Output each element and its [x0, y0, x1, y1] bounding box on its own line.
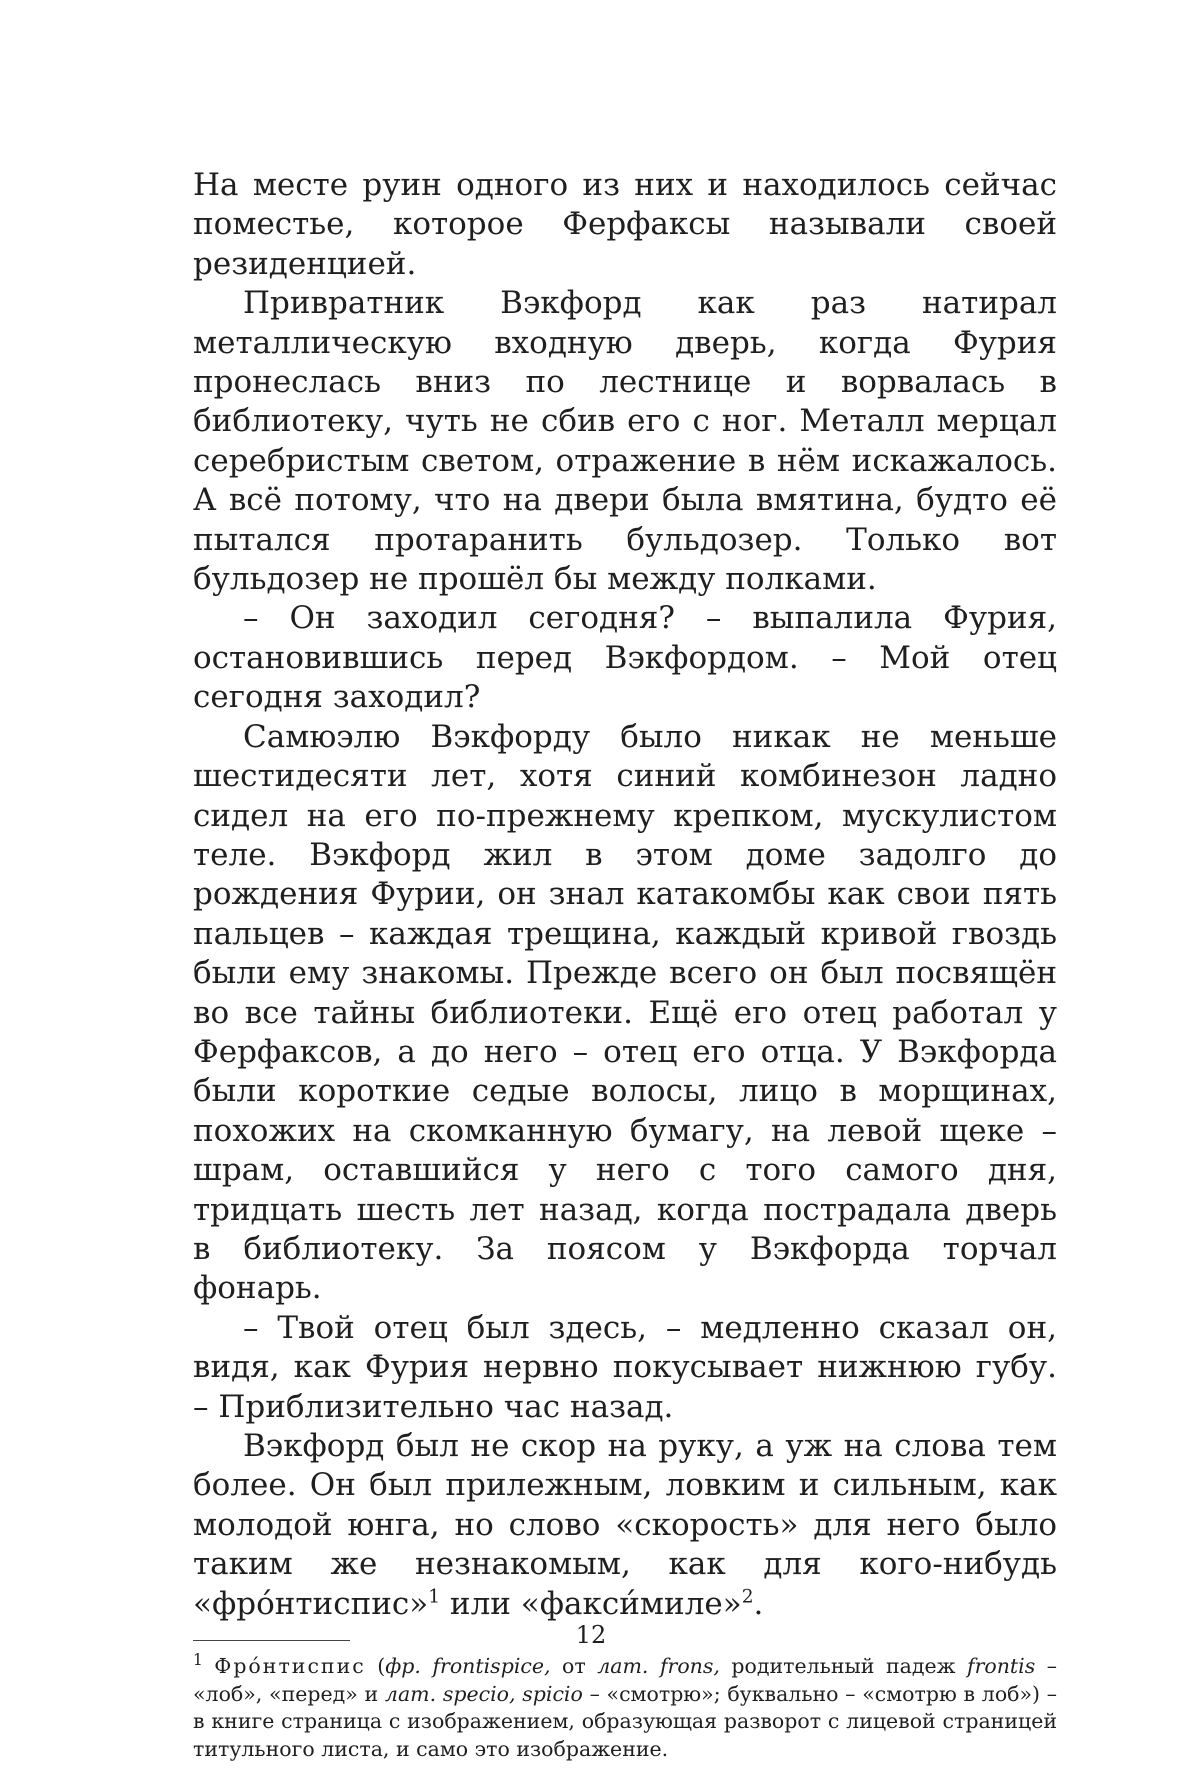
paragraph-text: Вэкфорд был не скор на руку, а уж на слова тем более. Он был прилежным, ловким и сильным, как молодой юнга, но слово «скорость» для него было таким же незнакомым, как для кого-нибудь «фрóнтиспис»	[193, 1428, 1057, 1622]
footnote-fragment: родительный падеж	[719, 1654, 967, 1679]
paragraph: Привратник Вэкфорд как раз натирал металлическую входную дверь, когда Фурия пронеслась вниз по лестнице и ворвалась в библиотеку, чуть не сбив его с ног. Металл мерцал серебристым светом, отражение в нём искажалось. А всё потому, что на двери была вмятина, будто её пытался протаранить бульдозер. Только вот бульдозер не прошёл бы между полками.	[193, 285, 1057, 598]
paragraph: Самюэлю Вэкфорду было никак не меньше шестидесяти лет, хотя синий комбинезон ладно сидел на его по-прежнему крепком, мускулистом теле. Вэкфорд жил в этом доме задолго до рождения Фурии, он знал катакомбы как свои пять пальцев – каждая трещина, каждый кривой гвоздь были ему знакомы. Прежде всего он был посвящён во все тайны библиотеки. Ещё его отец работал у Ферфаксов, а до него – отец его отца. У Вэкфорда были короткие седые волосы, лицо в морщинах, похожих на скомканную бумагу, на левой щеке – шрам, оставшийся у него с того самого дня, тридцать шесть лет назад, когда пострадала дверь в библиотеку. За поясом у Вэкфорда торчал фонарь.	[193, 718, 1057, 1307]
footnote-italic: лат. specio, spicio	[384, 1681, 583, 1706]
page-content	[193, 166, 1057, 1763]
paragraph-last	[193, 1427, 1057, 1624]
paragraph: На месте руин одного из них и находилось сейчас поместье, которое Ферфаксы называли своей резиденцией.	[193, 167, 1057, 282]
paragraph-text-continued: или «факси́миле»	[440, 1585, 742, 1622]
footnote	[193, 1653, 1057, 1763]
paragraph-end: .	[753, 1585, 764, 1622]
footnote-fragment: – «смотрю»; буквально – «смотрю в лоб») – в книге страница с изображением, образующая разворот с лицевой страницей титульного листа, и само это изображение.	[193, 1681, 1058, 1761]
footnote-fragment: – «лоб», «перед» и	[193, 1654, 1057, 1706]
footnote-text	[193, 1653, 1057, 1763]
footnote-ref-2[interactable]: 2	[741, 1586, 754, 1608]
footnote-italic: фр. frontispice,	[385, 1654, 551, 1679]
paragraph: – Он заходил сегодня? – выпалила Фурия, остановившись перед Вэкфордом. – Мой отец сегодня заходил?	[193, 600, 1057, 716]
footnote-fragment: от	[550, 1654, 598, 1679]
paragraph: – Твой отец был здесь, – медленно сказал он, видя, как Фурия нервно покусывает нижнюю губу. – Приблизительно час назад.	[193, 1309, 1057, 1425]
footnote-ref-1[interactable]: 1	[428, 1586, 441, 1608]
page-number: 12	[575, 1621, 607, 1649]
main-text	[193, 166, 1057, 1624]
footnote-term: Фрóнтиспис	[214, 1654, 366, 1679]
footnote-mark: 1	[193, 1651, 203, 1670]
footnote-fragment: (	[365, 1654, 386, 1679]
footnote-italic: лат. frons,	[597, 1654, 720, 1679]
footnote-italic: frontis	[966, 1654, 1036, 1679]
